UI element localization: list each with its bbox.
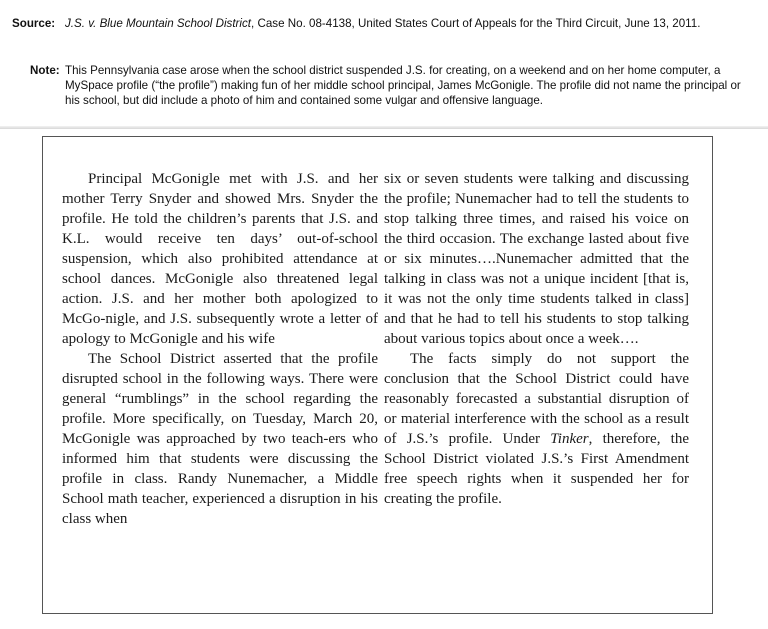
separator-rule [0, 126, 768, 129]
case-name: J.S. v. Blue Mountain School District [65, 17, 252, 30]
excerpt-paragraph [384, 349, 689, 509]
excerpt-paragraph: Principal McGonigle met with J.S. and her mother Terry Snyder and showed Mrs. Snyder the profile. He told the children’s parents that J.S. and K.L. would receive ten days’ out-of-school suspension, which also prohibited attendance at school dances. McGonigle also threatened legal action. J.S. and her mother both apologized to McGo-nigle, and J.S. subsequently wrote a letter of apology to McGonigle and his wife [62, 171, 378, 347]
excerpt-column-left [62, 169, 378, 529]
note-label: Note: [30, 64, 60, 77]
excerpt-paragraph: six or seven students were talking and discussing the profile; Nunemacher had to tell the students to stop talking three times, and raised his voice on the third occasion. The exchange lasted about five or six minutes….Nunemacher admitted that the talking in class was not a unique incident [that is, it was not the only time students talked in class] and that he had to tell his students to stop talking about various topics about once a week…. [384, 171, 689, 347]
excerpt-paragraph: The School District asserted that the profile disrupted school in the following ways. There were general “rumblings” in the school regarding the profile. More specifically, on Tuesday, March 20, McGonigle was approached by two teach-ers who informed him that students were discussing the profile in class. Randy Nunemacher, a Middle School math teacher, experienced a disruption in his class when [62, 351, 378, 527]
excerpt-text: The facts simply do not support the conclusion that the School District could have reasonably forecasted a substantial disruption of or material interference with the school as a result of J.S.’s profile. Under [384, 351, 689, 447]
excerpt-column-right [384, 169, 689, 509]
source-label: Source: [12, 17, 56, 30]
case-note [0, 63, 768, 125]
case-citation: , Case No. 08-4138, United States Court of Appeals for the Third Circuit, June 13, 2011. [251, 17, 701, 30]
case-reference: Tinker [550, 431, 589, 447]
excerpt-text: , therefore, the School District violated J.S.’s First Amendment free speech rights when it suspended her for creating the profile. [384, 431, 689, 507]
court-excerpt-box [42, 136, 713, 614]
source-citation [0, 16, 768, 50]
source-text [65, 16, 755, 31]
note-text: This Pennsylvania case arose when the school district suspended J.S. for creating, on a weekend and on her home computer, a MySpace profile (“the profile”) making fun of her middle school principal, James McGonigle. The profile did not name the principal or his school, but did include a photo of him and contained some vulgar and offensive language. [65, 64, 741, 107]
